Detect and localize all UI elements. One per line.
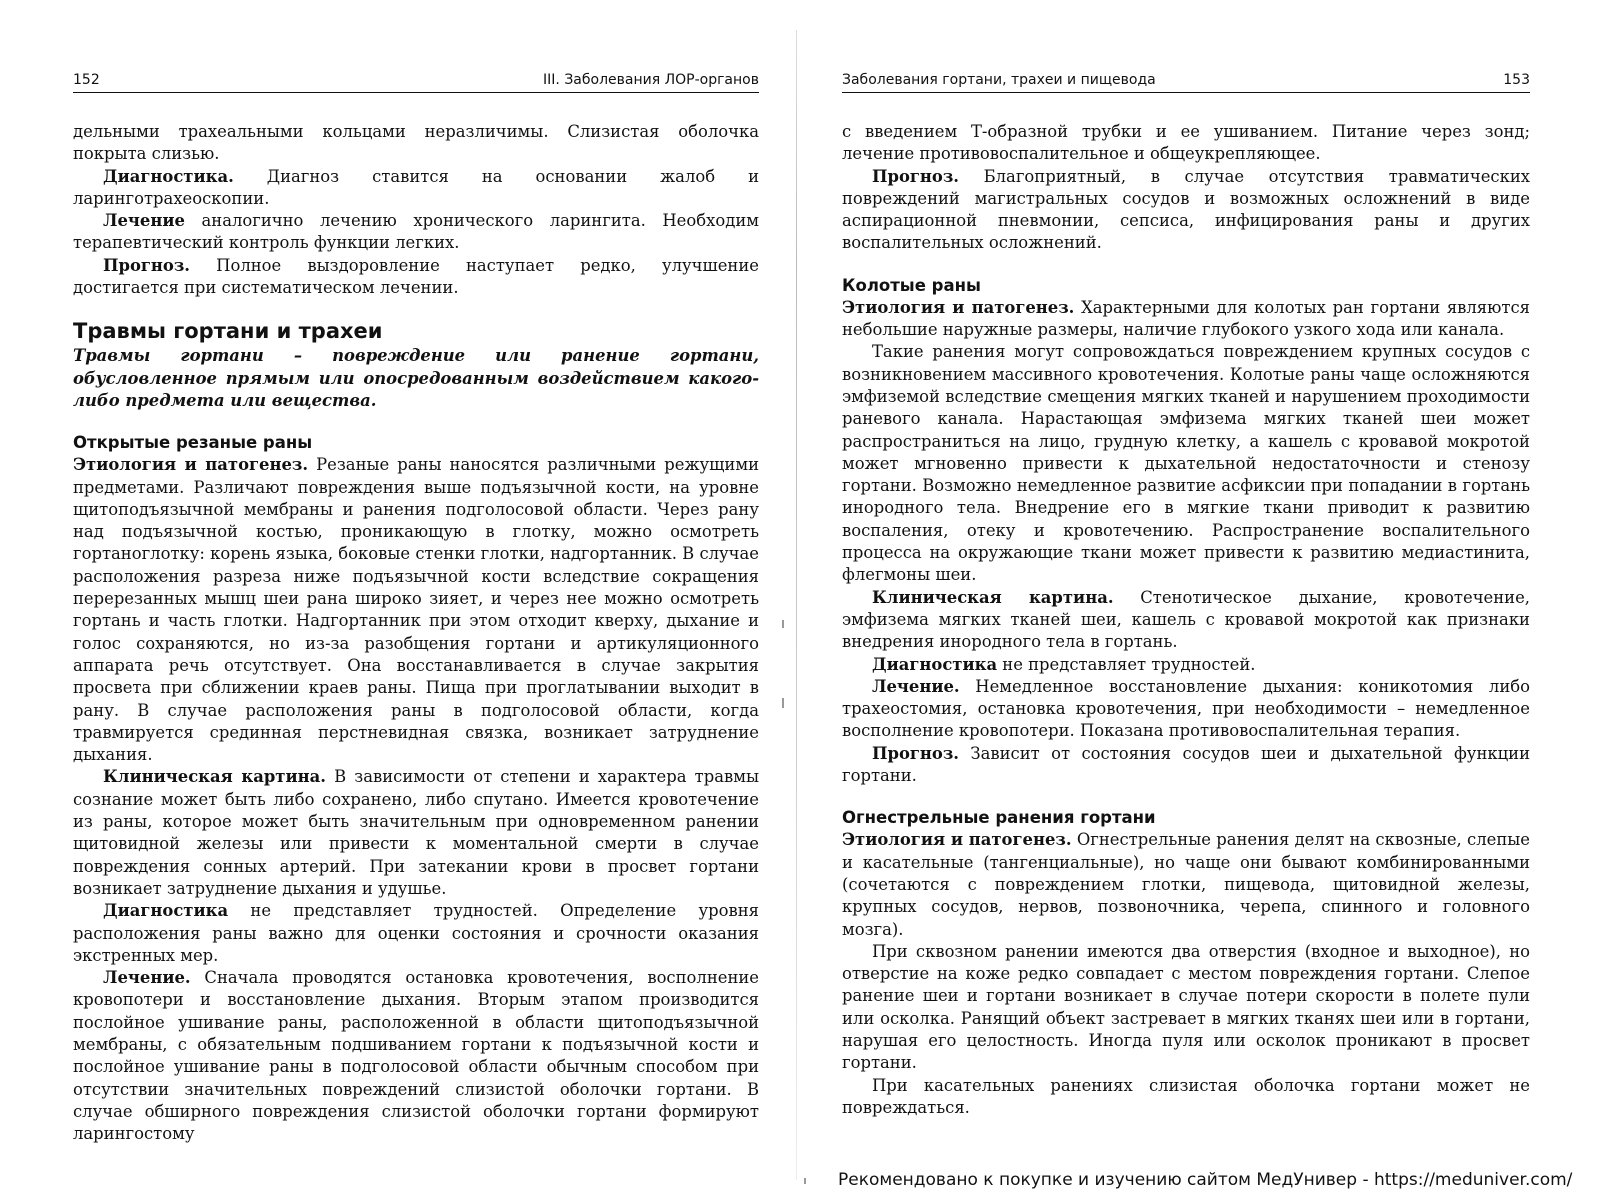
open-wounds-clinical-paragraph: Клиническая картина. В зависимости от степени и характера травмы сознание может быть либо сохранено, либо спутано. Имеется кровотечение из раны, которое может быть значительным при одновременном ранении щитовидной железы или привести к моментальной смерти в случае повреждения сонных артерий. При затекании крови в просвет гортани возникает затруднение дыхания и удушье.: [73, 767, 759, 898]
left-prognosis-label: Прогноз.: [103, 255, 191, 275]
injury-definition: Травмы гортани – повреждение или ранение гортани, обусловленное прямым или опосредованным воздействием какого-либо предмета или вещества.: [73, 346, 759, 410]
footer-recommendation: Рекомендовано к покупке и изучению сайтом МедУнивер - https://meduniver.com/: [838, 1170, 1573, 1190]
open-wounds-treatment-label: Лечение.: [103, 968, 191, 988]
left-page-number: 152: [73, 72, 100, 88]
left-diagnostics-label: Диагностика.: [103, 166, 234, 186]
open-wounds-etiology-paragraph: Этиология и патогенез. Резаные раны наносятся различными режущими предметами. Различают повреждения выше подъязычной кости, на уровне щитоподъязычной мембраны и ранения подголосовой области. Через рану над подъязычной костью, проникающую в глотку, можно осмотреть гортаноглотку: корень языка, боковые стенки глотки, надгортанник. В случае расположения разреза ниже подъязычной кости вследствие сокращения перерезанных мышц шеи рана широко зияет, и через нее можно осмотреть гортань и часть глотки. Надгортанник при этом отходит кверху, дыхание и голос сохраняются, но из-за разобщения гортани и артикуляционного аппарата речь отсутствует. Она восстанавливается в случае закрытия просвета при сближении краев раны. Пища при проглатывании выходит в рану. В случае расположения раны в подголосовой области, когда травмируется срединная перстневидная связка, возникает затруднение дыхания.: [73, 455, 760, 765]
stab-description-paragraph: Такие ранения могут сопровождаться повреждением крупных сосудов с возникновением массивного кровотечения. Колотые раны чаще осложняются эмфиземой вследствие смещения мягких тканей и нарушением проходимости раневого канала. Нарастающая эмфизема мягких тканей шеи может распространиться на лицо, грудную клетку, а кашель с кровавой мокротой может мгновенно привести к дыхательной недостаточности и стенозу гортани. Возможно немедленное развитие асфиксии при попадании в гортань инородного тела. Внедрение его в мягкие ткани приводит к развитию воспаления, отеку и кровотечению. Распространение воспалительного процесса на окружающие ткани может привести к развитию медиастинита, флегмоны шеи.: [842, 342, 1530, 585]
subsection-title-stab-wounds: Колотые раны: [842, 275, 981, 295]
stab-prognosis-paragraph: Прогноз. Зависит от состояния сосудов шеи и дыхательной функции гортани.: [842, 743, 1530, 786]
right-prognosis-label: Прогноз.: [872, 166, 960, 186]
scan-speck: [782, 698, 784, 708]
left-prognosis-paragraph: Прогноз. Полное выздоровление наступает редко, улучшение достигается при систематическом лечении.: [73, 255, 759, 298]
right-page-number: 153: [1503, 72, 1530, 88]
gunshot-etiology-paragraph: Этиология и патогенез. Огнестрельные ранения делят на сквозные, слепые и касательные (тангенциальные), но чаще они бывают комбинированными (сочетаются с повреждением глотки, пищевода, щитовидной железы, крупных сосудов, нервов, позвоночника, черепа, спинного и головного мозга).: [842, 830, 1531, 939]
gunshot-paragraph-1: При сквозном ранении имеются два отверстия (входное и выходное), но отверстие на коже редко совпадает с местом повреждения гортани. Слепое ранение шеи и гортани возникает в случае потери скорости в полете пули или осколка. Ранящий объект застревает в мягких тканях шеи или в гортани, нарушая его целостность. Иногда пуля или осколок проникают в просвет гортани.: [842, 941, 1530, 1073]
stab-prognosis-label: Прогноз.: [872, 743, 960, 763]
section-title-injuries: Травмы гортани и трахеи: [73, 319, 383, 344]
gunshot-paragraph-2: При касательных ранениях слизистая оболочка гортани может не повреждаться.: [842, 1075, 1530, 1117]
left-treatment-label: Лечение: [103, 211, 185, 231]
left-page: [0, 0, 790, 1201]
left-treatment-paragraph: Лечение аналогично лечению хронического ларингита. Необходим терапевтический контроль функции легких.: [73, 211, 759, 253]
open-wounds-etiology-label: Этиология и патогенез.: [73, 455, 309, 475]
left-header-rule: [73, 92, 759, 93]
left-text-column: [73, 121, 759, 1145]
stab-diagnostics-label: Диагностика: [872, 654, 998, 674]
stab-etiology-paragraph: Этиология и патогенез. Характерными для колотых ран гортани являются небольшие наружные размеры, наличие глубокого узкого хода или канала.: [842, 297, 1530, 340]
open-wounds-diagnostics-paragraph: Диагностика не представляет трудностей. Определение уровня расположения раны важно для оценки состояния и срочности оказания экстренных мер.: [73, 901, 759, 965]
right-header-rule: [842, 92, 1530, 93]
open-wounds-clinical-label: Клиническая картина.: [103, 767, 326, 787]
book-gutter: [796, 30, 797, 1180]
open-wounds-diagnostics-label: Диагностика: [103, 901, 229, 921]
stab-diagnostics-paragraph: Диагностика не представляет трудностей.: [872, 654, 1256, 674]
right-page: [800, 0, 1600, 1201]
subsection-title-gunshot-wounds: Огнестрельные ранения гортани: [842, 808, 1156, 828]
left-diagnostics-paragraph: Диагностика. Диагноз ставится на основании жалоб и ларинготрахеоскопии.: [73, 166, 759, 208]
right-text-column: [842, 121, 1530, 1119]
subsection-title-open-wounds: Открытые резаные раны: [73, 433, 313, 453]
stab-treatment-label: Лечение.: [872, 676, 960, 696]
stab-clinical-paragraph: Клиническая картина. Стенотическое дыхание, кровотечение, эмфизема мягких тканей шеи, кашель с кровавой мокротой как признаки внедрения инородного тела в гортань.: [842, 587, 1530, 652]
open-wounds-treatment-paragraph: Лечение. Сначала проводятся остановка кровотечения, восполнение кровопотери и восстановление дыхания. Вторым этапом производится послойное ушивание раны, расположенной в области щитоподъязычной мембраны, с обязательным подшиванием гортани к подъязычной кости и послойное ушивание раны в подголосовой области обычным способом при отсутствии значительных повреждений слизистой оболочки гортани. В случае обширного повреждения слизистой оболочки гортани формируют ларингостому: [73, 968, 759, 1144]
right-running-head: [842, 66, 1530, 88]
left-running-head: [73, 66, 759, 88]
gunshot-etiology-label: Этиология и патогенез.: [842, 830, 1072, 850]
right-prognosis-paragraph: Прогноз. Благоприятный, в случае отсутствия травматических повреждений магистральных сосудов и возможных осложнений в виде аспирационной пневмонии, сепсиса, инфицирования раны и других воспалительных осложнений.: [842, 166, 1530, 253]
scan-speck: [782, 620, 784, 628]
right-running-title: Заболевания гортани, трахеи и пищевода: [842, 72, 1156, 88]
stab-clinical-label: Клиническая картина.: [872, 587, 1114, 607]
stab-etiology-label: Этиология и патогенез.: [842, 297, 1075, 317]
right-intro-paragraph: с введением Т-образной трубки и ее ушиванием. Питание через зонд; лечение противовоспалительное и общеукрепляющее.: [842, 122, 1530, 164]
stab-treatment-paragraph: Лечение. Немедленное восстановление дыхания: коникотомия либо трахеостомия, остановка кровотечения, при необходимости – немедленное восполнение кровопотери. Показана противовоспалительная терапия.: [842, 676, 1530, 741]
scan-speck: [804, 1178, 806, 1184]
left-running-title: III. Заболевания ЛОР-органов: [543, 72, 759, 88]
left-intro-paragraph: дельными трахеальными кольцами неразличимы. Слизистая оболочка покрыта слизью.: [73, 122, 759, 164]
